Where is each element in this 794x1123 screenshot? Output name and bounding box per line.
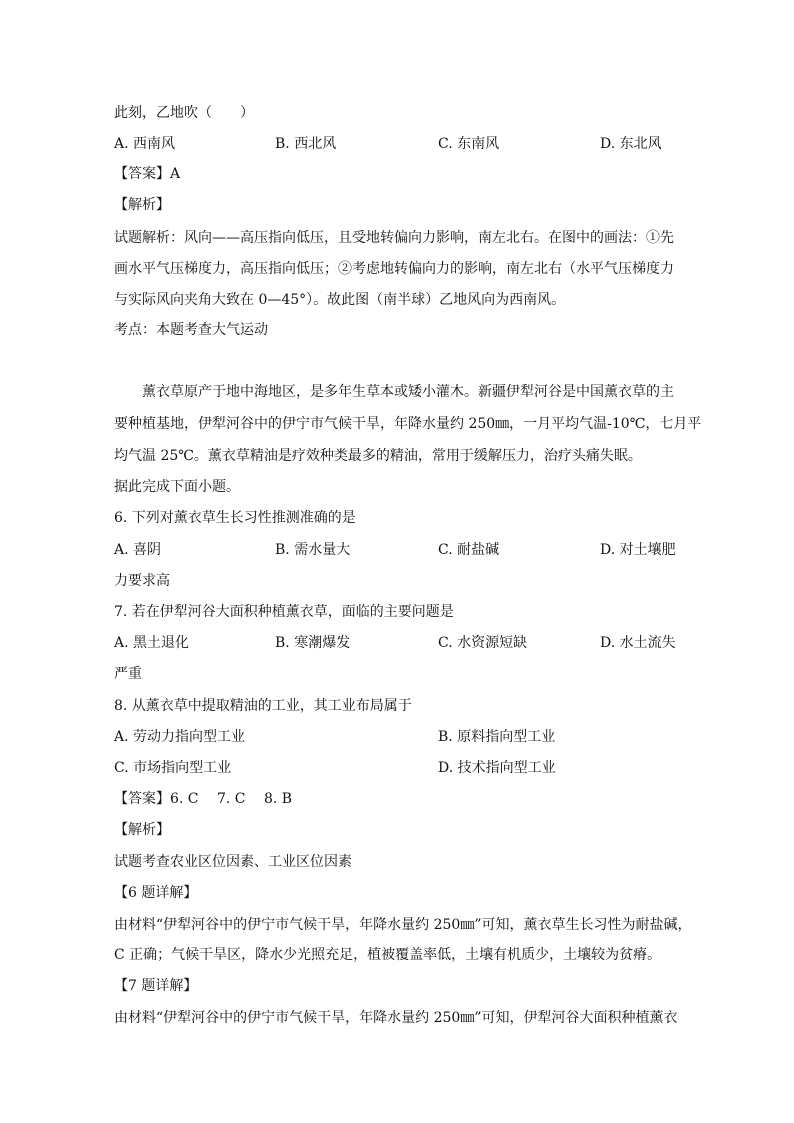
q6-detail-heading: 【6 题详解】 (114, 885, 198, 901)
q6-detail-text: 由材料“伊犁河谷中的伊宁市气候干旱，年降水量约 250㎜”可知，薰衣草生长习性为耐盐碱， (114, 917, 692, 933)
q8-option-d: D. 技术指向型工业 (438, 760, 556, 776)
analysis-text: 试题解析：风向——高压指向低压，且受地转偏向力影响，南左北右。在图中的画法：①先 (114, 230, 674, 246)
question-6-stem: 6. 下列对薰衣草生长习性推测准确的是 (114, 510, 356, 526)
analysis-text: 与实际风向夹角大致在 0—45°）。故此图（南半球）乙地风向为西南风。 (114, 292, 566, 308)
question-7-stem: 7. 若在伊犁河谷大面积种植薰衣草，面临的主要问题是 (114, 604, 454, 620)
q7-option-d: D. 水土流失 (600, 635, 676, 651)
analysis-heading: 【解析】 (114, 822, 170, 838)
q7-detail-heading: 【7 题详解】 (114, 978, 198, 994)
option-d: D. 东北风 (600, 136, 662, 152)
q6-option-d-wrap: 力要求高 (114, 573, 170, 589)
q7-detail-text: 由材料“伊犁河谷中的伊宁市气候干旱，年降水量约 250㎜”可知，伊犁河谷大面积种植薰衣 (114, 1010, 678, 1026)
question-stem: 此刻，乙地吹（ ） (114, 105, 254, 121)
option-c: C. 东南风 (438, 136, 500, 152)
q6-option-a: A. 喜阴 (114, 542, 162, 558)
q6-option-b: B. 需水量大 (275, 542, 351, 558)
question-8-stem: 8. 从薰衣草中提取精油的工业，其工业布局属于 (114, 698, 412, 714)
passage-instruction: 据此完成下面小题。 (114, 479, 240, 495)
q8-option-c: C. 市场指向型工业 (114, 760, 232, 776)
answer-label: 【答案】A (114, 166, 181, 182)
q7-option-c: C. 水资源短缺 (438, 635, 528, 651)
kaodian-text: 考点：本题考查大气运动 (114, 322, 268, 338)
passage-text: 要种植基地，伊犁河谷中的伊宁市气候干旱，年降水量约 250㎜，一月平均气温-10℃，七月平 (114, 416, 702, 432)
passage-text: 薰衣草原产于地中海地区，是多年生草本或矮小灌木。新疆伊犁河谷是中国薰衣草的主 (142, 384, 674, 400)
q8-option-a: A. 劳动力指向型工业 (114, 729, 246, 745)
q7-option-b: B. 寒潮爆发 (275, 635, 351, 651)
analysis-text: 画水平气压梯度力，高压指向低压；②考虑地转偏向力的影响，南左北右（水平气压梯度力 (114, 261, 674, 277)
q6-option-c: C. 耐盐碱 (438, 542, 500, 558)
q6-detail-text: C 正确；气候干旱区，降水少光照充足，植被覆盖率低，土壤有机质少，土壤较为贫瘠。 (114, 947, 662, 963)
q6-option-d: D. 对土壤肥 (600, 542, 676, 558)
q8-option-b: B. 原料指向型工业 (438, 729, 556, 745)
option-b: B. 西北风 (275, 136, 337, 152)
analysis-summary: 试题考查农业区位因素、工业区位因素 (114, 854, 352, 870)
analysis-heading: 【解析】 (114, 197, 170, 213)
q7-option-a: A. 黑土退化 (114, 635, 190, 651)
q7-option-d-wrap: 严重 (114, 666, 142, 682)
answer-label: 【答案】6. C 7. C 8. B (114, 791, 293, 807)
passage-text: 均气温 25℃。薰衣草精油是疗效种类最多的精油，常用于缓解压力，治疗头痛失眠。 (114, 448, 642, 464)
option-a: A. 西南风 (114, 136, 176, 152)
